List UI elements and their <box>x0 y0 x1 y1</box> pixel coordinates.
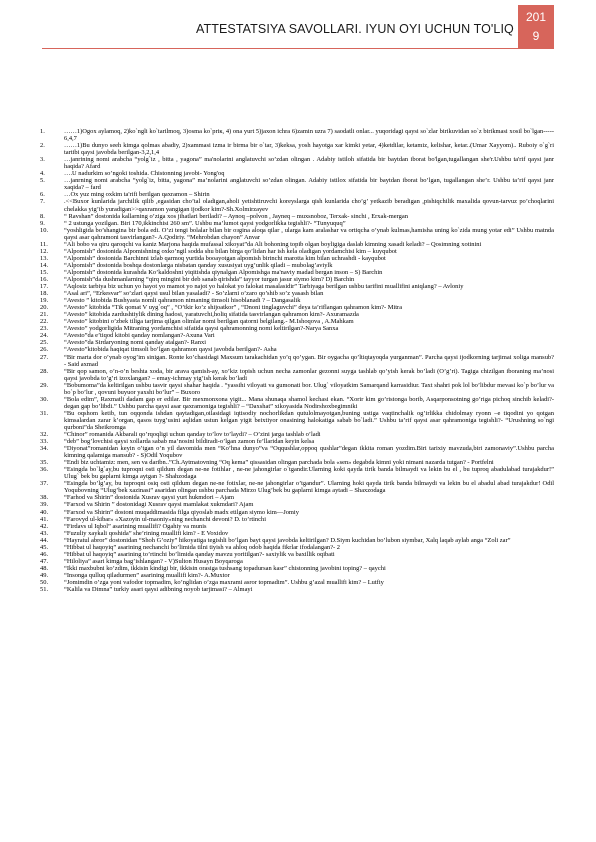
question-number: 1. <box>40 128 45 135</box>
question-number: 40. <box>40 508 49 516</box>
question-item <box>40 579 554 586</box>
question-number: 39. <box>40 501 49 509</box>
question-item <box>40 290 554 297</box>
question-item <box>40 276 554 283</box>
question-item <box>40 142 554 156</box>
question-number: 16. <box>40 275 49 283</box>
question-text: “Bola edim”, Raxmatli dadam gap er edilar. Bir mexmonxona yigit... Mana shunaqa shamol kechasi ekan. “Xorir kim go’ristonga borib, Asqarponsotning go’riga pichoq sinchib keladi?- degan gap bo’libdi.” Ushbu parcha qaysi asar qaxramoniga tegishli? – “Daxshat” xikoyasida Nodirshoxbegimniki <box>64 395 554 410</box>
question-text: …janrining nomi arabcha “yolg`iz , bitta , yagona” ma'nolarini anglatuvchi so’zdan olingan . Adabiy istiloh sifatida bir baytdan iborat bo'lgan,tugallangan she'r.Ushbu ta'rif qaysi janr haqida? Afard <box>64 156 554 171</box>
question-text: “Alpomish” dostonida kurashda Ko’kaldoshni yiqitishda qiynalgan Alpomishga ma'naviy madad bergan inson – S) Barchin <box>64 268 383 276</box>
question-item <box>40 283 554 290</box>
question-item <box>40 586 554 593</box>
question-text: “Avesto” yodgorligida Mitraning yordamchisi sifatida qaysi qahramonning nomi keltirilgan?-Narya Sanxa <box>64 325 339 333</box>
question-number: 32. <box>40 431 49 439</box>
year-badge-line-1: 201 <box>525 10 547 24</box>
question-item <box>40 220 554 227</box>
question-number: 20. <box>40 304 49 312</box>
question-item <box>40 198 554 212</box>
question-list <box>40 128 554 593</box>
question-item <box>40 565 554 572</box>
question-number: 50. <box>40 579 49 586</box>
question-item <box>40 558 554 565</box>
question-text: “Avesto”da Sirdaryoning nomi qanday atalgan?- Ranxi <box>64 339 206 347</box>
question-item <box>40 191 554 198</box>
question-text: “Bu oqshom ketib, tun oqqonda ishdan qaytadigan,oilasidagi iqtisodiy nochorlikdan qutulolmayotgan,buning ustiga vaqtinchalik og’irlikka chidolmay ryonn –e tiqodini yo qotgan kimsalardan zarar k’organ, qasos tuyg’usini aqlidan ustun kelgan yigit beixtiyor onasining halokatiga sabab bo`ladi.” Ushbu ta’rif qaysi asar qahramoniga tegishli?- “Urushning so`ngi qurboni”da Sheikromga <box>64 409 554 431</box>
question-number: 2. <box>40 142 45 150</box>
question-number: 29. <box>40 381 49 389</box>
question-text: “Alpomish”da dushmanlarning “qirq mingini bir deb sanab qirishda” tayyor turgan jasur siymo kim? D) Barchin <box>64 275 355 283</box>
question-number: 19. <box>40 297 49 305</box>
question-text: …Ox yuz ming oxkim ta'rifi berilgan qaхramon – Shirin <box>64 191 210 199</box>
question-text: “Diyonat”romanidan keyin o’tgan o’n yil davomida men “Ko’hna dunyo”va “Oqqushlar,oppoq qushlar”degan ikkita roman yozdim.Biri tarixiy mavzuda,biri zamonaviy”.Ushbu parcha kimning qalamiga mansub? - S)Odil Yoqubov <box>64 445 554 460</box>
question-number: 13. <box>40 254 49 262</box>
question-text: “Bir marta dor o’ynab oyog’im sinigan. Ronte ko’chasidagi Maxsum tarakachidan yo’q qo’ygan. Bir oygacha qo’ltiqtayoqda yurganman”. Parcha qaysi ijodkorning tarjimai xoliga mansub? - Said axmad <box>64 353 554 368</box>
question-item <box>40 368 554 382</box>
question-text: “yoshligida bo’shangina bir bola edi. O’zi tengi bolalar bilan bir oзgina aloqa qilar , ularga kam aralashar va ortiqcha o’ynab kulmas,hamisha uning ko`zida mung yotar edi” Ushbu matnda qaysi asar qahramoni tasvirlangan?- A.Qodiriy. “Mehrobdan chayon” Anvar <box>64 226 554 241</box>
question-number: 37. <box>40 480 49 488</box>
question-number: 14. <box>40 261 49 269</box>
question-number: 31. <box>40 409 49 417</box>
question-text: “Farovyd ul-kibar» «Xazoyin ul-maoniy»ning nechanchi devoni? D. to’rtinchi <box>64 515 267 523</box>
question-text: ….U nadurkim so’ngoki toshida. Chistonning javobi- Yong'oq <box>64 170 225 178</box>
question-item <box>40 459 554 466</box>
question-number: 7. <box>40 198 45 206</box>
question-item <box>40 332 554 339</box>
question-number: 35. <box>40 459 49 467</box>
question-text: “Kalila va Dimna” turkiy asari qaysi adibning noyob tarjimasi? – Almayi <box>64 586 253 594</box>
question-item <box>40 523 554 530</box>
question-item <box>40 466 554 480</box>
question-item <box>40 537 554 544</box>
question-text: “Alpomish” dostonida Alpomishning oxko’ngil sodda shu bilan birga qo’lidan har ish kela oladigan yordamchisi kim – kuyqubot <box>64 247 397 255</box>
question-item <box>40 128 554 142</box>
question-number: 5. <box>40 177 45 185</box>
question-text: “Esingda bo`lg`ay,bu tuproqni osti qildum degan ne-ne fotihlar , ne-ne jahongirlar o`tgandir.Ularning koki qayda tirik banda bilmaydi va lekin bu el , bu tuproq abadulabad turajakdur!” Ulug` bek bu gaplarni kimga aytgan ?- Shahzodaga <box>64 466 554 481</box>
question-text: “Hibbat ul haqoyiq” asarining nechanchi bo’limida tilni tiyish va ahloq odob haqida fikrlar ifodalangan?- 2 <box>64 543 341 551</box>
question-number: 21. <box>40 311 49 319</box>
question-text: “Bobumoma”da keltirilgan ushbu tasvir qaysi shahar haqida . “yassihi viloyati va gumonati bor. Ulug` viloyatkim Samarqand karrasidiur. Taxt shahri pok lol bo’libdur mevasi ko`p bo’lur va bo`p bo’lur , qovuni buyuor yaxshi bo’lur” – Buxoro <box>64 381 554 396</box>
question-text: “Avesto”da e’tiqod kitobi qanday nomlangan?-Axuna Vari <box>64 332 215 340</box>
question-number: 51. <box>40 586 49 594</box>
question-number: 28. <box>40 367 49 375</box>
question-text: “Aqlosiz tarbiya biz uchun yo hayot yo mamot yo najot yo halokat yo falokat masalasidir” Tarbiyaga berilgan ushbu tarifini muallifini aniqlang? – Avloniy <box>64 283 464 291</box>
question-number: 18. <box>40 290 49 298</box>
question-text: “Alpomish” dostonida Barchinni izlab qarmoq yurtida boоayotgan alpomish birinchi marotta kim bilan uchrashdi - kayqubot <box>64 254 386 262</box>
question-item <box>40 480 554 494</box>
year-badge-line-2: 9 <box>532 29 540 43</box>
question-number: 10. <box>40 226 49 234</box>
question-text: “Ikki maxbubni ko’zdim, ikkisin kindigi bir, ikkisin orasiga tushsang topadursan kasr” chistonning javobini toping? – qaychi <box>64 564 386 572</box>
question-text: “Jomimdin o’zga yoni vafodor topmadim, ko’nglidan o’zga maxrami asror topmadim”. Ushbu g’azal muallifi kim? – Lutfiy <box>64 579 384 586</box>
question-number: 36. <box>40 466 49 474</box>
page-header <box>0 0 596 56</box>
question-item <box>40 318 554 325</box>
question-number: 43. <box>40 529 49 537</box>
question-item <box>40 255 554 262</box>
question-number: 30. <box>40 395 49 403</box>
question-item <box>40 354 554 368</box>
question-number: 11. <box>40 240 48 248</box>
question-text: “Endi biz uchtamiz: men, sen va daribn..”Ch.Aytmatovning “Oq kema” qissasidan olingan parchada bola «sen» degabda kimni yoki nimani nazarda tutgan? - Portfelni <box>64 459 494 467</box>
question-item <box>40 213 554 220</box>
question-text: “Ali bobo va qiru qaroqchi va kaniz Marjona haqida mufassal xikoyat”da Ali bohoning topib olgan boyligiga daslab kimning xasadi keladi? – Qosimning xotinini <box>64 240 482 248</box>
question-number: 47. <box>40 557 49 565</box>
question-number: 34. <box>40 445 49 453</box>
question-item <box>40 572 554 579</box>
question-item <box>40 339 554 346</box>
question-item <box>40 262 554 269</box>
question-number: 45. <box>40 543 49 551</box>
question-number: 41. <box>40 515 49 523</box>
question-text: “Avesto” kitobida “Tik qomat V uyg`oq” , “O’tkir ko’z shijoatkor” , “Dnoni tinglaguvchi” deya ta’riflangan qahramon kim?- Mitra <box>64 304 403 312</box>
question-text: “Chinor” romanida Akbarali qo’rqoqligi uchun qanday to’lov to’laydi? – O’zini jarga tashlab o’ladi <box>64 431 321 439</box>
question-number: 44. <box>40 536 49 544</box>
question-text: “Firdavs ul Iqbol” asarining muallifi? Ogahiy va munis <box>64 522 207 530</box>
question-number: 46. <box>40 550 49 558</box>
question-text: “Farhod va Shirin” dostonida Xusrav qaysi yurt hukmdori – Ajam <box>64 494 235 502</box>
question-number: 49. <box>40 571 49 579</box>
question-number: 24. <box>40 332 49 340</box>
question-text: “Bir qop samon, o’n-o’n beshta xoda, bir arava qamish-ay, xo’kiz topish uchun necha zamonlar gezonni suyga tashlab qo’yish kerak bo’ladi (O’g’ri). Tagiga chizilgan iboraning ma’nosi qaysi javobda to’g’ri izoxlangan? – emay-ichmay yig’ish kerak bo’ladi <box>64 367 554 382</box>
question-text: “Avesto” kitobini o’zbek tiliga tarjima qilgan olimlar nomi berilgan qatorni belgilang.- M.Ishoqova , A.Mahkam <box>64 318 354 326</box>
question-text: “Fuzuliy xaykali qoshida” she’rining muallifi kim? - E Voxidov <box>64 529 229 537</box>
question-item <box>40 530 554 537</box>
question-text: “Farxod va Shirin ” dostonidagi Xusrav qaysi mamlakat xukmdari? Ajam <box>64 501 254 509</box>
question-text: “Asal ari”, “Erkesvar” so’zlari qaysi usul bilan yasaladi? - So’zlarni o’zaro qo’shib so’z yasash bilan <box>64 290 324 298</box>
question-item <box>40 346 554 353</box>
question-text: “Alpomish” dostonida boshqa dostonlarga nisbatan qanday xususiyat uyg’unlik qiladi – mubolag’aviylk <box>64 261 333 269</box>
question-number: 9. <box>40 219 45 227</box>
question-item <box>40 325 554 332</box>
question-text: “Avesto” kitobida zardushtiylik dining hadosi, yaratuvchi,holiq sifatida tasvirlangan qahramon kim?- Axuramazda <box>64 311 359 319</box>
question-number: 25. <box>40 339 49 347</box>
question-text: “ Ravshan” dostonida kallarning o’zigа xos jihatlari beriladi? – Aynoq –polvon , Jayneq – muxsnoboz, Terхak- sinchi , Erхak-mergan <box>64 212 408 220</box>
question-number: 27. <box>40 353 49 361</box>
question-item <box>40 551 554 558</box>
question-item <box>40 311 554 318</box>
question-item <box>40 248 554 255</box>
question-number: 3. <box>40 156 45 164</box>
page-title: ATTESTATSIYA SAVOLLARI. IYUN OYI UCHUN TO'LIQ <box>196 22 514 36</box>
question-item <box>40 170 554 177</box>
question-item <box>40 304 554 311</box>
question-number: 22. <box>40 318 49 326</box>
question-text: “Avesto”kitobida haqiqat timsoli bo’lgan qahramon qaysi javobda berilgan?- Asha <box>64 346 277 354</box>
question-item <box>40 269 554 276</box>
question-item <box>40 509 554 516</box>
question-text: .<<Buxor kunlarida jarchilik qilib ,egasidan cho’tal oladigan,aholi yetishtiruvchi koreyslarga qish kunlarida cho’g’ yetkazib beradigan ,pishiqchilik maxalida qovun-tarvuz po’choqlarini chelakka yig’ib yuradigan>>qaxramon yangigan ijodkor kim?-Sh.Xolmirzayev <box>64 198 554 213</box>
question-number: 15. <box>40 268 49 276</box>
question-number: 33. <box>40 438 49 446</box>
question-item <box>40 297 554 304</box>
question-item <box>40 516 554 523</box>
question-item <box>40 177 554 191</box>
question-number: 8. <box>40 212 45 220</box>
question-number: 4. <box>40 170 45 178</box>
question-item <box>40 544 554 551</box>
question-text: “Hayratul abror” dostonidan “Shoh G’oziy” hikoyatiga tegishli bo’lgan bayt qaysi javobda keltirilgan? D.Siym kuchidan bo’lubon siymbar, Xalq laqab aylab anga “Zoli zar” <box>64 536 511 544</box>
question-text: “Insonga qulluq qiladurmen” asarining muallifi kim?- A.Muxtor <box>64 571 230 579</box>
question-item <box>40 227 554 241</box>
question-item <box>40 445 554 459</box>
question-text: “Hibbat ul haqoyiq” asarining to’rtinchi bo’limida qanday mavzu yoritilgan?- saxiylik va baxillik oqibati <box>64 550 335 558</box>
question-number: 26. <box>40 346 49 354</box>
question-text: ……1)Bu dunyo sееh kimga qolmas abadiy, 2)xammasi izma ir birma bir o`tar, 3)keksa, yosh hayotga xar kimki yetar, 4)ketdilar, ketamiz, kelishar, ketar..(Umar Xayyom).. Ruboiy o`g`ri tartibi qaysi javobda berilgan-3,2,1,4 <box>64 142 554 157</box>
question-number: 42. <box>40 522 49 530</box>
question-item <box>40 501 554 508</box>
question-text: …janrning nomi arabcha “yolg`iz, bitta, yagona” ma’nolarini anglatuvchi so’zdan olingan. Adabiy istiloх sifatida bir baytdan iborat bo’lgan, tugallangan she’r. Ushbu ta’rif qaysi janr xaqida? – fard <box>64 177 554 192</box>
question-text: “ 2 ustunga yozilgan. Biri 170,ikkinchisi 260 sm”. Ushbu ma’lumot qaysi yodgorlikka tegishli?- “Tunyuquq” <box>64 219 346 227</box>
question-item <box>40 431 554 438</box>
question-number: 48. <box>40 564 49 572</box>
question-number: 6. <box>40 191 45 199</box>
question-number: 38. <box>40 494 49 502</box>
question-item <box>40 396 554 410</box>
header-divider <box>42 48 554 49</box>
question-item <box>40 438 554 445</box>
question-number: 12. <box>40 247 49 255</box>
question-text: “Farxod va Shirin” dostoni muqaddimasida filga qiyoslab madx etilgan siymo kim—Jomiy <box>64 508 299 516</box>
year-badge <box>518 5 554 48</box>
question-text: “Hiloliya” asari kimga bag’ishlangan? - V)Sulton Husayn Boyqaroga <box>64 557 243 565</box>
question-text: “Avesto ” kitobida Bushyasta nomli qahramon nimaning timsoli hisoblanadi ? – Dangasalik <box>64 297 301 305</box>
question-item <box>40 410 554 431</box>
question-item <box>40 494 554 501</box>
question-number: 23. <box>40 325 49 333</box>
question-number: 17. <box>40 283 49 291</box>
question-item <box>40 241 554 248</box>
question-item <box>40 382 554 396</box>
question-text: “deb” bog’lovchisi qaysi xollarda sabab ma’nosini bildiradi-o’lgan zamon fe’llaridan keyin kelsa <box>64 438 315 446</box>
question-text: “Esingda bo’lg’ay, bu tuproqni osiq osti qildum degan ne-ne fotixlar, ne-ne jahongirlar o’tgandur”. Ularning hoki qayda tirik banda bilmaydi va lekin bu el abadul abad turajakdur! Odil Yoqubovning “Ulug’bek xazinasi” asaridan olingan ushbu parchada Mirzo Ulug’bek bu gaplarni kimga aytadi – Shaxzodaga <box>64 480 554 495</box>
question-item <box>40 156 554 170</box>
question-text: ……1)Ogoх aylamoq, 2)ko`ngli ko`tarilmoq, 3)osma ko`priк, 4) ona yurt 5)jaxon ichra 6)zamin uzra 7) saodatli onlar... yuqoridagi qaysi so`zlar birikuvidan so`z birikmasi xosil bo`lgan----- 6,4,7 <box>64 128 554 143</box>
